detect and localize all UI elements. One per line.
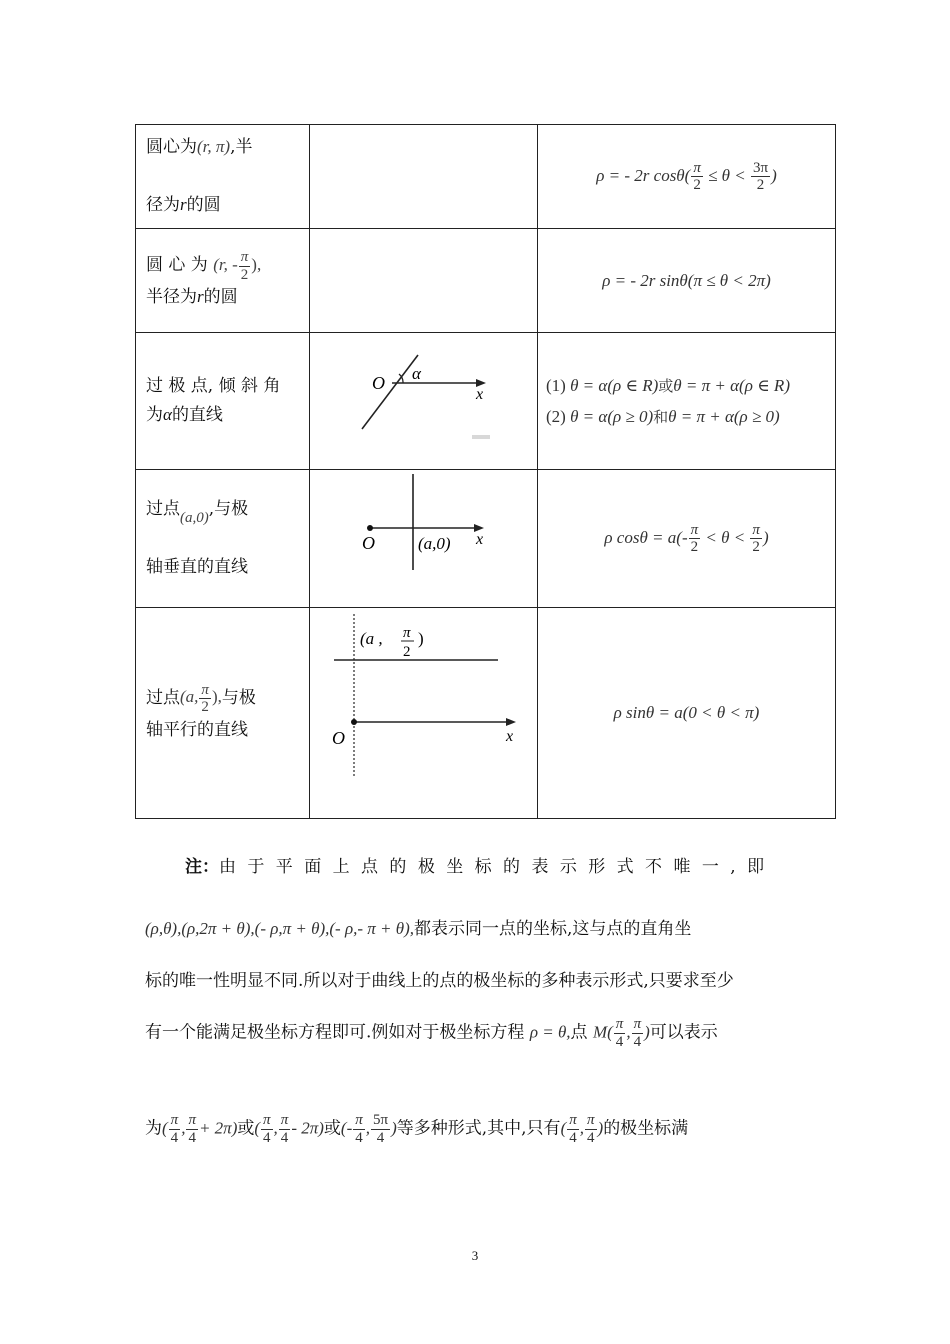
- denominator: 4: [355, 1129, 363, 1146]
- desc-text: 圆 心 为: [146, 254, 208, 275]
- polar-equation-table: [135, 124, 836, 819]
- desc-text: 为: [146, 405, 163, 425]
- numerator: 3π: [753, 159, 769, 176]
- denominator: 4: [376, 1129, 385, 1146]
- note-text: 点: [570, 1022, 588, 1043]
- desc-coord: (r, π): [197, 137, 231, 157]
- fraction: [751, 160, 770, 194]
- fraction: [199, 682, 211, 716]
- axis-label: x: [506, 728, 514, 745]
- parallel-line-diagram: [310, 608, 537, 818]
- note-text: 或: [237, 1118, 255, 1139]
- denominator: 4: [587, 1129, 595, 1146]
- note-math: - 2π): [291, 1118, 324, 1138]
- note-text: 的极坐标满: [603, 1118, 689, 1139]
- row-description: [136, 470, 310, 608]
- fraction: [261, 1112, 273, 1146]
- row-formula: [538, 470, 836, 608]
- table-row: [136, 125, 836, 229]
- coord-part: ),: [251, 254, 262, 274]
- formula-line-1: [546, 375, 835, 396]
- row-figure: [310, 333, 538, 470]
- coord-part: ),: [211, 687, 222, 707]
- note-text: 有一个能满足极坐标方程即可.例如对于极坐标方程: [145, 1022, 525, 1043]
- line-label-num: π: [403, 625, 411, 641]
- denominator: 2: [693, 177, 701, 193]
- table-row: [136, 470, 836, 608]
- desc-text: 轴平行的直线: [146, 719, 248, 740]
- numerator: π: [201, 681, 209, 698]
- note-text: 可以表示: [649, 1022, 718, 1043]
- formula-text: ρ = - 2r sinθ(π ≤ θ < 2π): [602, 270, 771, 290]
- line-through-pole-diagram: [310, 333, 537, 469]
- fraction: [279, 1112, 291, 1146]
- numerator: π: [263, 1112, 271, 1128]
- fraction: [691, 160, 703, 194]
- axis-label: x: [476, 531, 484, 548]
- desc-text: 半径为: [146, 287, 197, 308]
- row-description: [136, 608, 310, 819]
- row-figure: [310, 470, 538, 608]
- formula-conj: 和: [653, 408, 669, 426]
- formula-text: ρ sinθ = a(0 < θ < π): [613, 703, 760, 722]
- formula-text: ≤ θ <: [703, 165, 750, 185]
- desc-text: 过点: [146, 499, 180, 520]
- row-figure: [310, 125, 538, 229]
- fraction: [750, 522, 762, 556]
- numerator: π: [355, 1112, 363, 1128]
- numerator: π: [569, 1112, 577, 1128]
- numerator: 5π: [373, 1112, 389, 1128]
- denominator: 2: [756, 177, 765, 193]
- formula-text: ρ = - 2r cosθ(: [596, 165, 691, 185]
- row-formula: [538, 125, 836, 229]
- desc-var: r: [180, 194, 187, 214]
- formula-text: ρ cosθ = a(-: [604, 527, 688, 547]
- table-row: [136, 229, 836, 333]
- formula-text: < θ <: [701, 527, 750, 547]
- pole-point: [351, 719, 357, 725]
- denominator: 4: [615, 1033, 624, 1050]
- line-label-close: ): [418, 629, 424, 648]
- denominator: 2: [752, 539, 760, 555]
- formula-conj: 或: [658, 377, 674, 395]
- numerator: π: [615, 1016, 624, 1032]
- fraction: [632, 1016, 644, 1050]
- numerator: π: [188, 1112, 196, 1128]
- denominator: 4: [263, 1129, 271, 1146]
- numerator: π: [752, 521, 760, 538]
- desc-text: ,半: [230, 137, 253, 158]
- desc-coord: (a,0): [180, 510, 209, 527]
- note-text: 由 于 平 面 上 点 的 极 坐 标 的 表 示 形 式 不 唯 一 , 即: [219, 857, 768, 877]
- denominator: 4: [569, 1129, 577, 1146]
- fraction: [353, 1112, 365, 1146]
- desc-var: α: [163, 405, 172, 424]
- table-row: [136, 608, 836, 819]
- point-label: (a,0): [418, 534, 451, 553]
- fraction: [371, 1112, 390, 1146]
- origin-label: O: [372, 373, 385, 393]
- note-line-5: 为( $\frac{\pi}{4}$ , $\frac{\pi}{4}$ + 2π)或( $\frac{\pi}{4}$ , $\frac{\pi}{4}$ - 2π)或(- $\frac{\pi}{4}$ , $\frac{5\pi}{4}$ )等多种形式,其中,只有( $\frac{\pi}{4}$ , $\frac{\pi}{4}$ )的极坐标满: [145, 1112, 689, 1146]
- perpendicular-line-diagram: [310, 470, 537, 607]
- fraction: [239, 249, 251, 283]
- fraction: [567, 1112, 579, 1146]
- note-text: 或: [323, 1118, 341, 1139]
- note-line-3: [145, 966, 810, 991]
- denominator: 4: [170, 1129, 179, 1146]
- desc-text: 的圆: [203, 287, 238, 308]
- desc-text: 圆心为: [146, 137, 197, 158]
- table-row: [136, 333, 836, 470]
- denominator: 4: [280, 1129, 289, 1146]
- numerator: π: [693, 159, 701, 176]
- formula-text: ): [762, 527, 769, 547]
- numerator: π: [587, 1112, 595, 1128]
- formula-text: θ = α(ρ ≥ 0): [570, 407, 654, 426]
- note-line-4: 有一个能满足极坐标方程即可.例如对于极坐标方程 ρ = θ,点 M( $\frac{\pi}{4}$ , $\frac{\pi}{4}$ )可以表示: [145, 1016, 718, 1050]
- desc-coord: [180, 681, 222, 716]
- fraction: [186, 1112, 198, 1146]
- note-math: + 2π): [198, 1118, 238, 1138]
- desc-var: r: [197, 287, 204, 307]
- fraction: [585, 1112, 597, 1146]
- line-label-den: 2: [403, 644, 411, 660]
- note-line-1: [145, 852, 810, 877]
- numerator: π: [690, 521, 699, 538]
- fraction: [689, 522, 701, 556]
- numerator: π: [240, 249, 249, 266]
- formula-line-2: [546, 406, 835, 427]
- note-math: ρ = θ,: [529, 1022, 571, 1042]
- formula-label: (2): [546, 407, 566, 426]
- fraction: [169, 1112, 181, 1146]
- note-math: (ρ,θ),(ρ,2π + θ),(- ρ,π + θ),(- ρ,- π + θ),: [145, 919, 415, 938]
- desc-text: 径为: [146, 194, 180, 215]
- note-text: 标的唯一性明显不同.所以对于曲线上的点的极坐标的多种表示形式,只要求至少: [145, 971, 734, 991]
- angle-label: α: [412, 364, 421, 383]
- desc-text: 的圆: [186, 194, 221, 215]
- desc-coord: [213, 249, 262, 283]
- desc-text: 与极: [221, 687, 256, 708]
- formula-label: (1): [546, 376, 566, 395]
- row-description: [136, 333, 310, 470]
- row-description: [136, 125, 310, 229]
- coord-part: (r, -: [213, 254, 238, 274]
- formula-text: θ = π + α(ρ ≥ 0): [668, 407, 780, 426]
- formula-text: θ = α(ρ ∈ R): [570, 376, 659, 395]
- desc-text: 过 极 点, 倾 斜 角: [146, 376, 281, 397]
- row-formula: [538, 608, 836, 819]
- row-formula: [538, 229, 836, 333]
- note-text: 都表示同一点的坐标,这与点的直角坐: [414, 919, 692, 939]
- denominator: 2: [240, 266, 249, 283]
- row-description: [136, 229, 310, 333]
- page-number: 3: [471, 1248, 479, 1263]
- row-formula: [538, 333, 836, 470]
- note-text: 等多种形式,其中,只有: [396, 1118, 561, 1139]
- note-math: M: [592, 1022, 608, 1042]
- desc-text: ,与极: [208, 499, 249, 520]
- note-line-2: [145, 914, 810, 939]
- scan-artifact: [472, 435, 490, 439]
- origin-label: O: [362, 533, 375, 553]
- fraction: [614, 1016, 626, 1050]
- desc-text: 的直线: [171, 405, 223, 425]
- formula-text: θ = π + α(ρ ∈ R): [673, 376, 790, 395]
- numerator: π: [280, 1112, 289, 1128]
- denominator: 2: [690, 539, 699, 555]
- origin-label: O: [332, 728, 345, 748]
- row-figure: [310, 229, 538, 333]
- note-label: 注：: [185, 857, 219, 877]
- note-text: 为: [145, 1118, 162, 1139]
- numerator: π: [633, 1016, 642, 1032]
- coord-part: (a,: [180, 687, 199, 707]
- formula-text: ): [771, 165, 777, 185]
- desc-text: 轴垂直的直线: [146, 556, 248, 577]
- axis-label: x: [476, 386, 484, 403]
- desc-text: 过点: [146, 687, 180, 708]
- row-figure: [310, 608, 538, 819]
- denominator: 2: [201, 699, 209, 716]
- line-label: (a ,: [360, 629, 383, 648]
- axis-arrow: [506, 718, 516, 726]
- numerator: π: [170, 1112, 179, 1128]
- pole-point: [367, 525, 373, 531]
- denominator: 4: [633, 1033, 642, 1050]
- denominator: 4: [188, 1129, 196, 1146]
